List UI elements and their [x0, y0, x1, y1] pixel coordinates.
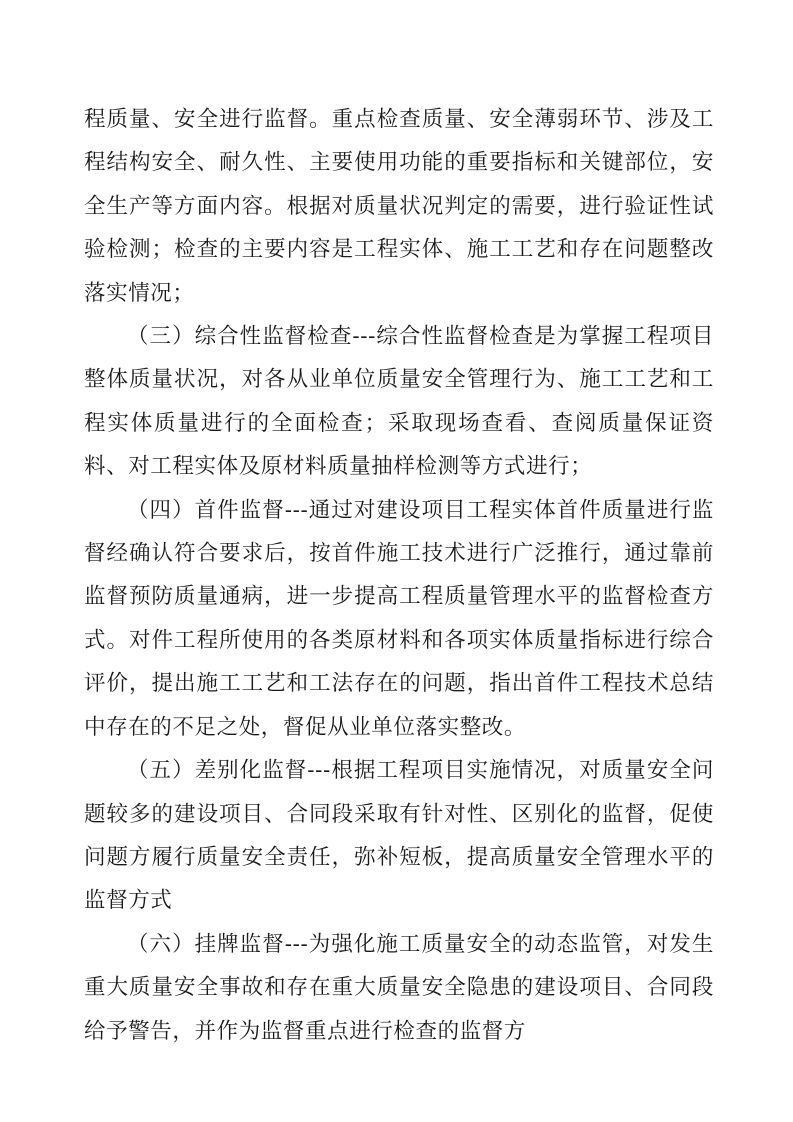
paragraph-comprehensive-inspection: （三）综合性监督检查---综合性监督检查是为掌握工程项目整体质量状况，对各从业单位质量安全管理行为、施工工艺和工程实体质量进行的全面检查；采取现场查看、查阅质量保证资料、对工程实体及原材料质量抽样检测等方式进行；: [84, 324, 714, 480]
paragraph-listed-supervision: （六）挂牌监督---为强化施工质量安全的动态监管，对发生重大质量安全事故和存在重大质量安全隐患的建设项目、合同段给予警告，并作为监督重点进行检查的监督方: [84, 931, 714, 1044]
paragraph-differentiated-supervision: （五）差别化监督---根据工程项目实施情况，对质量安全问题较多的建设项目、合同段采取有针对性、区别化的监督，促使问题方履行质量安全责任，弥补短板，提高质量安全管理水平的监督方式: [84, 758, 714, 914]
paragraph-continuation: 程质量、安全进行监督。重点检查质量、安全薄弱环节、涉及工程结构安全、耐久性、主要使用功能的重要指标和关键部位，安全生产等方面内容。根据对质量状况判定的需要，进行验证性试验检测；检查的主要内容是工程实体、施工工艺和存在问题整改落实情况；: [84, 107, 714, 306]
document-body: [84, 98, 714, 1053]
paragraph-first-piece-supervision: （四）首件监督---通过对建设项目工程实体首件质量进行监督经确认符合要求后，按首件施工技术进行广泛推行，通过靠前监督预防质量通病，进一步提高工程质量管理水平的监督检查方式。对件工程所使用的各类原材料和各项实体质量指标进行综合评价，提出施工工艺和工法存在的问题，指出首件工程技术总结中存在的不足之处，督促从业单位落实整改。: [84, 497, 714, 740]
